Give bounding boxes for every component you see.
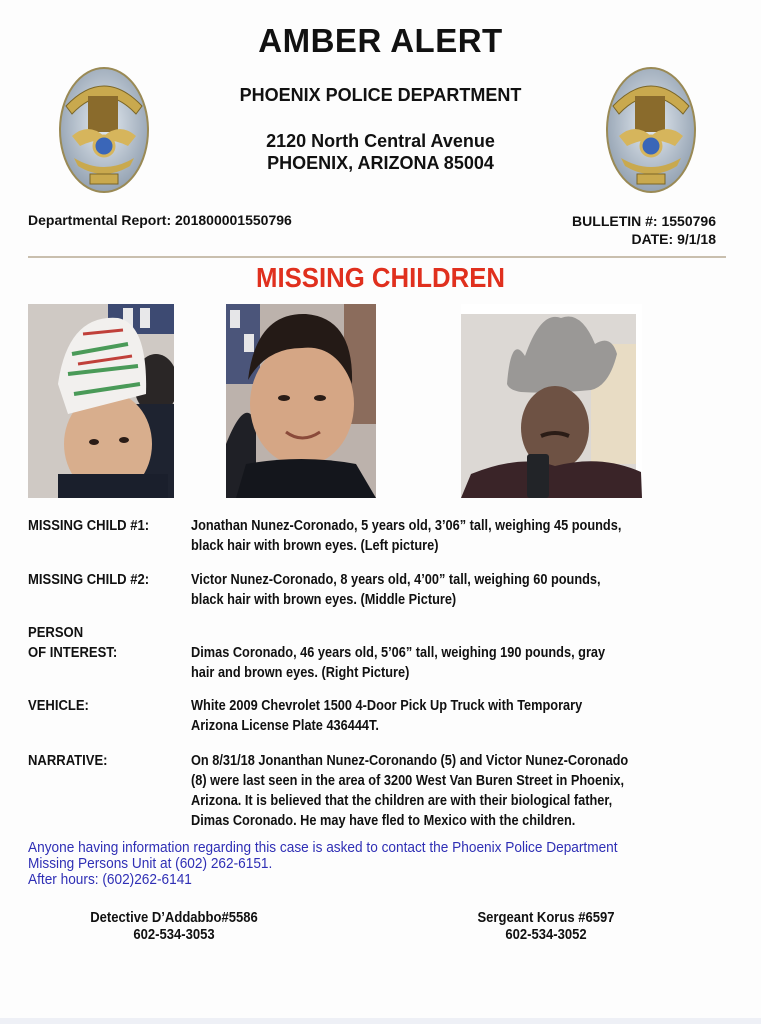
- photo-missing-child-2: [226, 304, 376, 498]
- header-divider: [28, 256, 726, 258]
- department-address: [0, 130, 761, 174]
- text-line: Arizona. It is believed that the children are with their biological father,: [191, 793, 613, 809]
- text-line: Dimas Coronado, 46 years old, 5’06” tall, weighing 190 pounds, gray: [191, 645, 606, 661]
- photo-missing-child-1: [28, 304, 174, 498]
- signatory-name: Sergeant Korus #6597: [477, 910, 615, 926]
- departmental-report-number: Departmental Report: 201800001550796: [28, 212, 292, 228]
- bulletin-date: DATE: 9/1/18: [631, 231, 716, 247]
- text-line: Arizona License Plate 436444T.: [191, 718, 379, 734]
- signatory-detective: [39, 910, 309, 944]
- text-line: Victor Nunez-Coronado, 8 years old, 4’00” tall, weighing 60 pounds,: [191, 572, 601, 588]
- field-label-person-of-interest: [28, 623, 117, 663]
- field-label-narrative: NARRATIVE:: [28, 753, 108, 769]
- field-label-vehicle: VEHICLE:: [28, 698, 89, 714]
- alert-title: AMBER ALERT: [258, 22, 503, 59]
- signatory-name: Detective D’Addabbo#5586: [90, 910, 258, 926]
- field-value-missing-child-2: [191, 570, 710, 610]
- contact-information: [28, 840, 729, 888]
- photo-person-of-interest: [461, 304, 642, 498]
- address-line-1: 2120 North Central Avenue: [266, 131, 495, 151]
- bulletin-info: [572, 212, 716, 248]
- field-label-missing-child-2: MISSING CHILD #2:: [28, 572, 150, 588]
- section-title: MISSING CHILDREN: [255, 262, 506, 293]
- text-line: OF INTEREST:: [28, 645, 118, 661]
- page-bottom-edge: [0, 1018, 761, 1024]
- text-line: On 8/31/18 Jonanthan Nunez-Coronando (5) and Victor Nunez-Coronado: [191, 753, 629, 769]
- text-line: Jonathan Nunez-Coronado, 5 years old, 3’06” tall, weighing 45 pounds,: [191, 518, 622, 534]
- text-line: Dimas Coronado. He may have fled to Mexico with the children.: [191, 813, 576, 829]
- text-line: White 2009 Chevrolet 1500 4-Door Pick Up Truck with Temporary: [191, 698, 583, 714]
- signatory-sergeant: [411, 910, 681, 944]
- text-line: black hair with brown eyes. (Left picture): [191, 538, 439, 554]
- contact-phone-after-hours: After hours: (602)262-6141: [28, 871, 192, 888]
- text-line: black hair with brown eyes. (Middle Picture): [191, 592, 457, 608]
- contact-line: Anyone having information regarding this case is asked to contact the Phoenix Police Department: [28, 839, 618, 856]
- field-value-vehicle: [191, 696, 710, 736]
- field-value-person-of-interest: [191, 643, 710, 683]
- field-label-missing-child-1: MISSING CHILD #1:: [28, 518, 150, 534]
- field-value-narrative: [191, 751, 710, 831]
- signatory-phone: 602-534-3053: [133, 927, 215, 943]
- text-line: hair and brown eyes. (Right Picture): [191, 665, 410, 681]
- text-line: (8) were last seen in the area of 3200 West Van Buren Street in Phoenix,: [191, 773, 625, 789]
- text-line: PERSON: [28, 625, 84, 641]
- contact-phone-missing-persons: Missing Persons Unit at (602) 262-6151.: [28, 855, 273, 872]
- field-value-missing-child-1: [191, 516, 710, 556]
- signatory-phone: 602-534-3052: [505, 927, 587, 943]
- address-line-2: PHOENIX, ARIZONA 85004: [267, 153, 494, 173]
- bulletin-number: BULLETIN #: 1550796: [572, 213, 716, 229]
- department-name: PHOENIX POLICE DEPARTMENT: [239, 85, 522, 105]
